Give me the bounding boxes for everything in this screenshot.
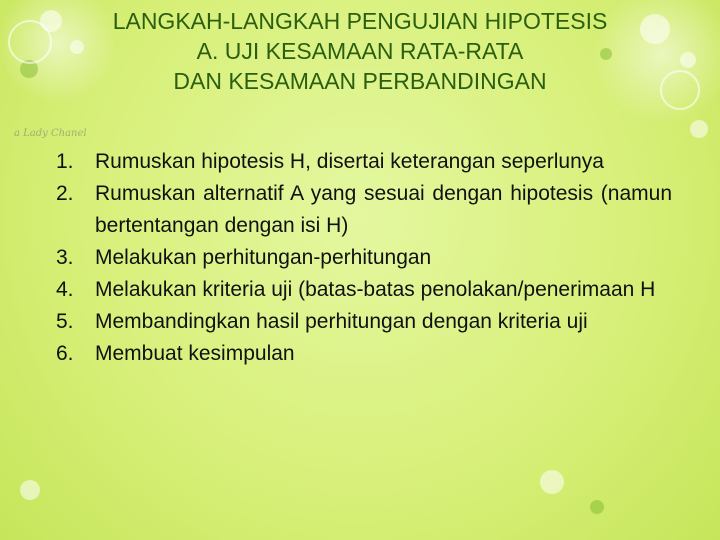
list-item <box>48 306 672 338</box>
list-item <box>48 274 672 306</box>
decor-dot <box>690 120 708 138</box>
decor-dot <box>20 480 40 500</box>
step-text: Rumuskan alternatif A yang sesuai dengan hipotesis (namun bertentangan dengan isi H) <box>95 182 672 237</box>
slide-title <box>30 6 690 96</box>
step-text: Melakukan perhitungan-perhitungan <box>95 246 432 269</box>
step-number: 5. <box>56 310 74 333</box>
step-number: 2. <box>56 182 74 205</box>
decor-dot <box>540 470 564 494</box>
title-line-1: LANGKAH-LANGKAH PENGUJIAN HIPOTESIS <box>112 8 608 34</box>
step-text: Melakukan kriteria uji (batas-batas penolakan/penerimaan H <box>95 278 656 301</box>
list-item <box>48 242 672 274</box>
step-text: Rumuskan hipotesis H, disertai keterangan seperlunya <box>95 150 604 173</box>
step-number: 4. <box>56 278 74 301</box>
step-number: 1. <box>56 150 74 173</box>
title-line-2: A. UJI KESAMAAN RATA-RATA <box>196 38 524 64</box>
step-text: Membuat kesimpulan <box>95 342 295 365</box>
list-item <box>48 178 672 242</box>
step-number: 3. <box>56 246 74 269</box>
decor-dot <box>590 500 604 514</box>
title-line-3: DAN KESAMAAN PERBANDINGAN <box>173 68 547 94</box>
steps-list <box>48 146 672 370</box>
list-item <box>48 338 672 370</box>
watermark-text: a Lady Chanel <box>14 128 87 139</box>
step-number: 6. <box>56 342 74 365</box>
list-item <box>48 146 672 178</box>
step-text: Membandingkan hasil perhitungan dengan kriteria uji <box>95 310 588 333</box>
